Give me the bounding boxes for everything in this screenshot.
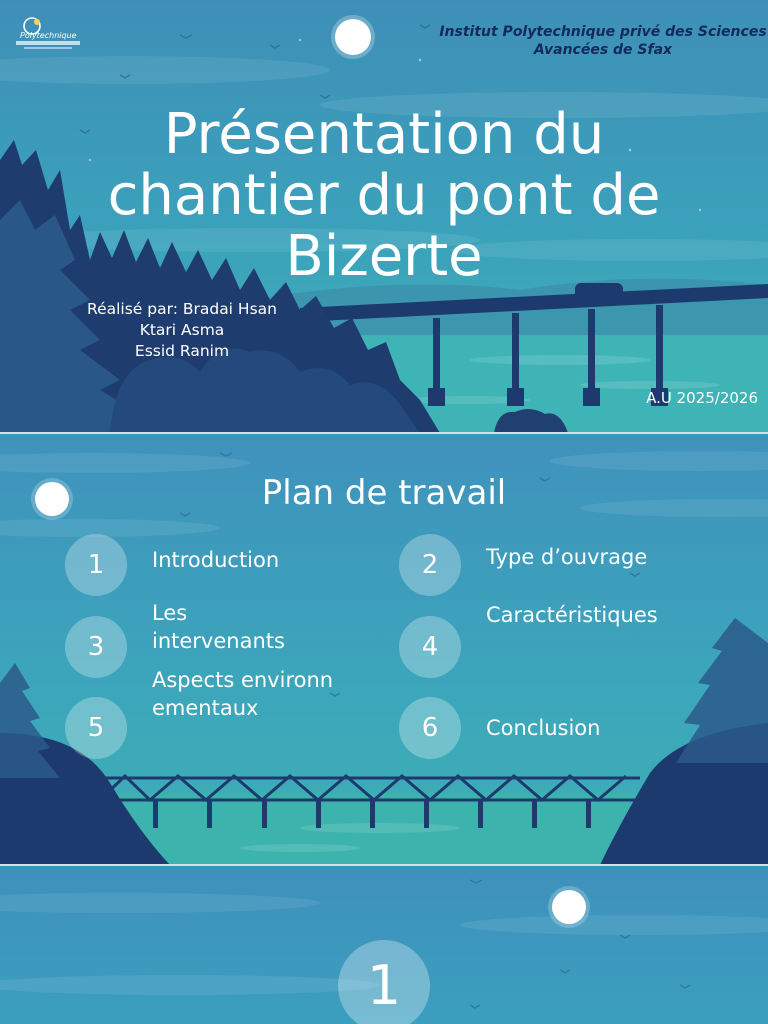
author-line-2: Ktari Asma <box>139 321 225 339</box>
institute-line-2: Avancées de Sfax <box>533 42 673 58</box>
agenda-item-conclusion: Conclusion <box>486 716 601 740</box>
author-line-3: Essid Ranim <box>134 342 230 360</box>
agenda-number-4: 4 <box>399 616 461 678</box>
presentation-title <box>40 104 728 287</box>
section-number: 1 <box>338 940 430 1024</box>
institute-line-1: Institut Polytechnique privé des Sciences <box>439 24 767 40</box>
title-line-2: chantier du pont de <box>107 163 661 228</box>
agenda-number-3: 3 <box>65 616 127 678</box>
title-line-3: Bizerte <box>285 224 483 289</box>
slide-divider <box>0 432 768 434</box>
section-slide <box>0 865 768 1024</box>
agenda-title: Plan de travail <box>261 473 507 513</box>
title-line-1: Présentation du <box>163 102 605 167</box>
agenda-number-5: 5 <box>65 697 127 759</box>
logo-text: Polytechnique <box>20 31 77 40</box>
agenda-item-aspects: Aspects environnementaux <box>152 668 334 720</box>
agenda-item-type-ouvrage: Type d’ouvrage <box>486 545 648 569</box>
slide-divider <box>0 864 768 866</box>
agenda-item-intervenants: Les intervenants <box>152 601 285 653</box>
academic-year: A.U 2025/2026 <box>646 389 758 407</box>
authors-block <box>62 299 302 362</box>
agenda-number-2: 2 <box>399 534 461 596</box>
institute-name <box>438 23 768 59</box>
agenda-item-introduction: Introduction <box>152 548 280 572</box>
agenda-slide <box>0 433 768 865</box>
institute-logo <box>14 14 82 54</box>
agenda-number-6: 6 <box>399 697 461 759</box>
author-line-1: Réalisé par: Bradai Hsan <box>87 300 277 318</box>
title-slide <box>0 0 768 433</box>
agenda-item-caracteristiques: Caractéristiques <box>486 603 658 627</box>
agenda-number-1: 1 <box>65 534 127 596</box>
